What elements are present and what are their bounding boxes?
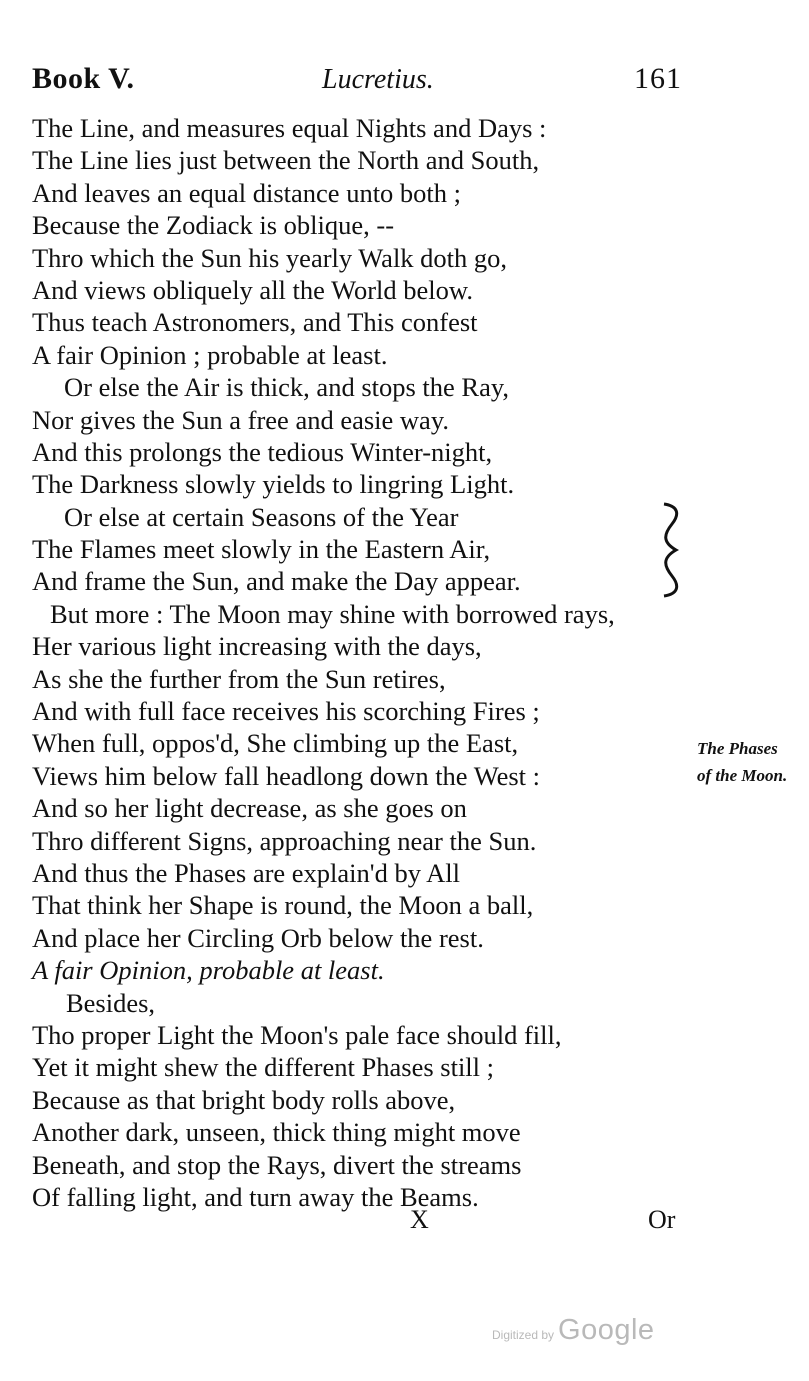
book-label: Book V.	[32, 62, 135, 95]
signature-mark: X	[410, 1205, 429, 1234]
verse-line: And views obliquely all the World below.	[32, 274, 473, 305]
verse-line: Yet it might shew the different Phases still ;	[32, 1052, 495, 1083]
verse-line: Or else the Air is thick, and stops the Ray,	[64, 372, 510, 403]
verse-line: And with full face receives his scorching Fires ;	[32, 696, 540, 727]
verse-line: And this prolongs the tedious Winter-night,	[32, 436, 493, 467]
verse-line: And so her light decrease, as she goes on	[32, 793, 467, 824]
verse-line: Nor gives the Sun a free and easie way.	[32, 404, 449, 435]
verse-line: Thro which the Sun his yearly Walk doth go,	[32, 242, 508, 273]
verse-line: That think her Shape is round, the Moon a ball,	[32, 890, 534, 921]
verse-line: Beneath, and stop the Rays, divert the streams	[32, 1149, 522, 1180]
digitized-by-text: Digitized by	[492, 1328, 555, 1342]
verse-line: Thus teach Astronomers, and This confest	[32, 307, 478, 338]
verse-line: And place her Circling Orb below the rest.	[32, 922, 484, 953]
margin-note-line: of the Moon.	[697, 766, 788, 785]
verse-line: But more : The Moon may shine with borrowed rays,	[50, 598, 615, 629]
running-title: Lucretius.	[322, 64, 434, 95]
verse-line: Another dark, unseen, thick thing might move	[32, 1117, 521, 1148]
curly-brace-icon	[650, 500, 690, 600]
verse-line: A fair Opinion ; probable at least.	[32, 339, 388, 370]
verse-line: Because as that bright body rolls above,	[32, 1084, 456, 1115]
verse-line: A fair Opinion, probable at least.	[32, 955, 385, 986]
verse-line: When full, oppos'd, She climbing up the East,	[32, 728, 519, 759]
running-head	[32, 62, 692, 102]
margin-note	[697, 735, 787, 789]
verse-line: Views him below fall headlong down the West :	[32, 760, 541, 791]
verse-line: And thus the Phases are explain'd by All	[32, 857, 460, 888]
verse-line: The Line lies just between the North and South,	[32, 145, 540, 176]
catchword: Or	[648, 1205, 676, 1234]
verse-line: Because the Zodiack is oblique, --	[32, 210, 395, 241]
verse-line: Besides,	[66, 987, 156, 1018]
verse-line: Tho proper Light the Moon's pale face should fill,	[32, 1019, 562, 1050]
verse-line: As she the further from the Sun retires,	[32, 663, 446, 694]
verse-line: Or else at certain Seasons of the Year	[64, 501, 459, 532]
verse-line: And leaves an equal distance unto both ;	[32, 177, 462, 208]
verse-line: Of falling light, and turn away the Beams.	[32, 1181, 479, 1212]
verse-line: The Line, and measures equal Nights and Days :	[32, 113, 547, 143]
verse-line: The Darkness slowly yields to lingring Light.	[32, 469, 515, 500]
verse-line: Her various light increasing with the days,	[32, 631, 482, 662]
verse-line: The Flames meet slowly in the Eastern Air,	[32, 534, 491, 565]
page-number: 161	[634, 62, 682, 95]
digitized-watermark	[492, 1314, 655, 1347]
verse-line: Thro different Signs, approaching near the Sun.	[32, 825, 537, 856]
margin-note-line: The Phases	[697, 739, 778, 758]
google-logo-text: Google	[558, 1314, 655, 1346]
verse-block	[32, 112, 722, 1213]
verse-line: And frame the Sun, and make the Day appear.	[32, 566, 521, 597]
